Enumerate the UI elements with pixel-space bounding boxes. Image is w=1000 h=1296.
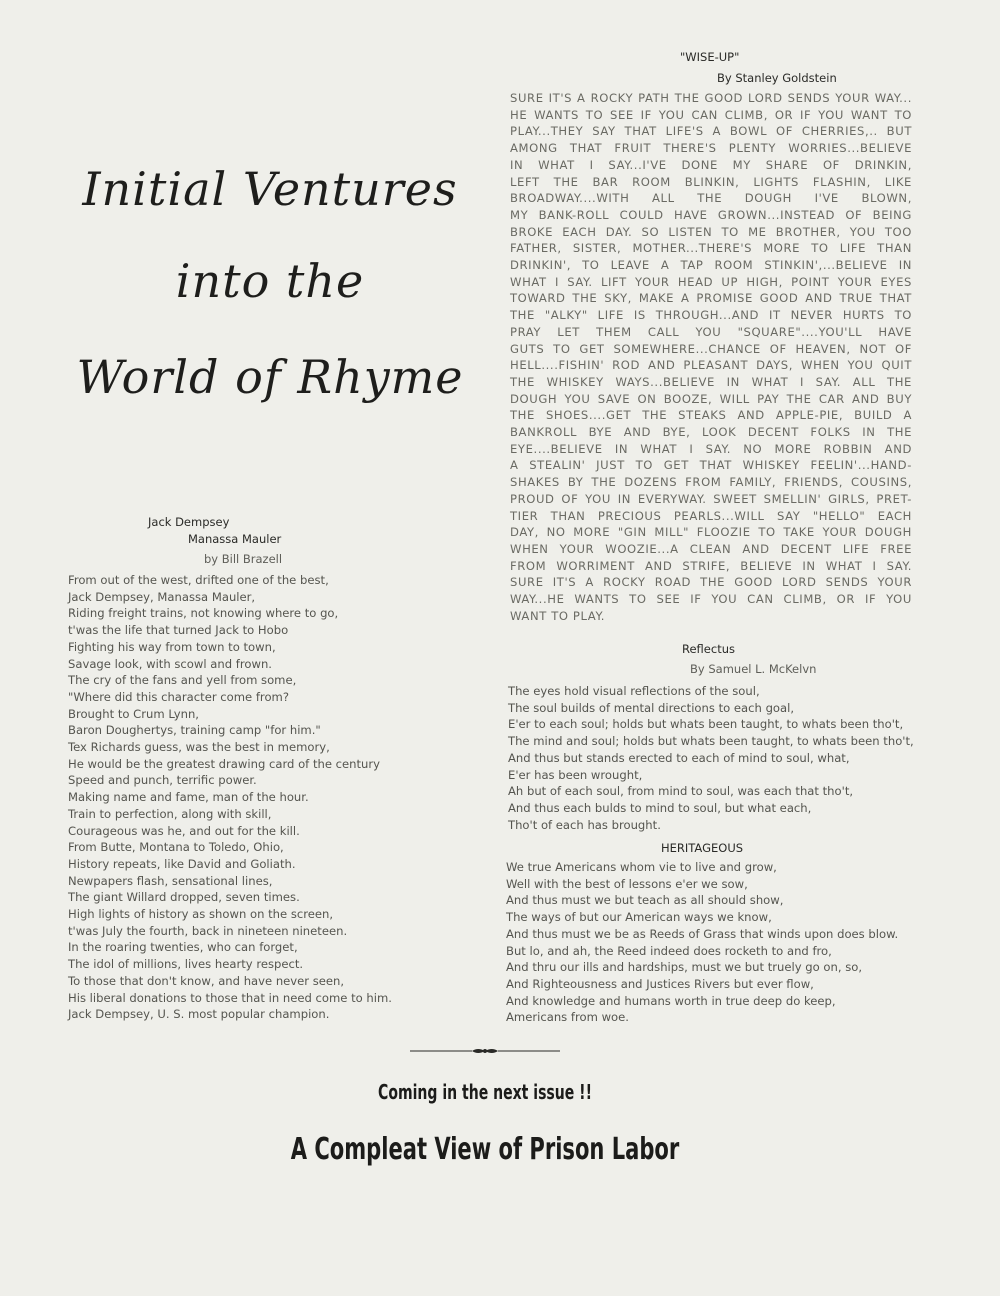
- poem-line: The giant Willard dropped, seven times.: [68, 890, 300, 905]
- poem-line: BANKROLL BYE AND BYE, LOOK DECENT FOLKS IN THE: [510, 425, 912, 440]
- poem-line: Tex Richards guess, was the best in memory,: [68, 740, 330, 755]
- poem-line: The mind and soul; holds but whats been taught, to whats been tho't,: [508, 734, 914, 749]
- dempsey-byline: by Bill Brazell: [204, 552, 283, 566]
- poem-line: High lights of history as shown on the screen,: [68, 907, 334, 922]
- dempsey-title-2: Manassa Mauler: [188, 532, 282, 546]
- poem-line: Fighting his way from town to town,: [68, 639, 276, 654]
- poem-line: SHAKES BY THE DOZENS FROM FAMILY, FRIENDS, COUSINS,: [510, 475, 912, 490]
- poem-line: BROADWAY....WITH ALL THE DOUGH I'VE BLOWN,: [510, 191, 912, 206]
- poem-line: From out of the west, drifted one of the best,: [68, 573, 329, 587]
- poem-line: GUTS TO GET SOMEWHERE...CHANCE OF HEAVEN, NOT OF: [510, 341, 912, 356]
- poem-line: And thus but stands erected to each of mind to soul, what,: [508, 750, 850, 765]
- dempsey-poem-body: [68, 572, 488, 1023]
- poem-line: Jack Dempsey, U. S. most popular champion.: [68, 1007, 330, 1022]
- poem-line: History repeats, like David and Goliath.: [68, 856, 296, 871]
- wiseup-byline: By Stanley Goldstein: [717, 71, 837, 85]
- poem-line: PRAY LET THEM CALL YOU "SQUARE"....YOU'LL HAVE: [510, 324, 912, 339]
- reflectus-byline: By Samuel L. McKelvn: [690, 662, 817, 676]
- announcement-line-2: A Compleat View of Prison Labor: [290, 1132, 680, 1167]
- poem-line: DAY, NO MORE "GIN MILL" FLOOZIE TO TAKE YOUR DOUGH: [510, 525, 912, 540]
- reflectus-poem-body: [508, 683, 914, 833]
- poem-line: And Righteousness and Justices Rivers but ever flow,: [506, 976, 814, 991]
- poem-line: t'was July the fourth, back in nineteen nineteen.: [68, 923, 348, 938]
- poem-line: E'er to each soul; holds but whats been taught, to whats been tho't,: [508, 717, 904, 732]
- poem-line: He would be the greatest drawing card of the century: [68, 756, 381, 771]
- poem-line: WANT TO PLAY.: [510, 608, 606, 623]
- poem-line: And thus must we be as Reeds of Grass that winds upon does blow.: [506, 926, 899, 941]
- poem-line: t'was the life that turned Jack to Hobo: [68, 623, 289, 638]
- poem-line: Savage look, with scowl and frown.: [68, 656, 272, 671]
- poem-line: PLAY...THEY SAY THAT LIFE'S A BOWL OF CHERRIES,.. BUT: [510, 124, 912, 139]
- poem-line: His liberal donations to those that in need come to him.: [68, 990, 392, 1005]
- poem-line: The soul builds of mental directions to each goal,: [508, 700, 795, 715]
- poem-line: THE WHISKEY WAYS...BELIEVE IN WHAT I SAY. ALL THE: [510, 374, 912, 389]
- poem-line: Newpapers flash, sensational lines,: [68, 873, 273, 888]
- poem-line: Ah but of each soul, from mind to soul, was each that tho't,: [508, 784, 854, 799]
- poem-line: LEFT THE BAR ROOM BLINKIN, LIGHTS FLASHIN, LIKE: [510, 174, 912, 189]
- poem-line: And knowledge and humans worth in true deep do keep,: [506, 993, 836, 1008]
- poem-line: E'er has been wrought,: [508, 767, 643, 782]
- poem-line: Americans from woe.: [506, 1010, 629, 1025]
- title-line-2: into the: [175, 254, 365, 308]
- poem-line: FATHER, SISTER, MOTHER...THERE'S MORE TO LIFE THAN: [510, 241, 912, 256]
- poem-line: THE "ALKY" LIFE IS THROUGH...AND IT NEVER HURTS TO: [510, 308, 912, 323]
- poem-line: Jack Dempsey, Manassa Mauler,: [68, 589, 256, 604]
- dempsey-title-1: Jack Dempsey: [148, 515, 230, 529]
- poem-line: DRINKIN', TO LEAVE A TAP ROOM STINKIN',...BELIEVE IN: [510, 258, 912, 273]
- poem-line: TIER THAN PRECIOUS PEARLS...WILL SAY "HELLO" EACH: [510, 508, 912, 523]
- poem-line: And thru our ills and hardships, must we but truely go on, so,: [506, 960, 863, 975]
- poem-line: The idol of millions, lives hearty respect.: [68, 957, 304, 972]
- poem-line: PROUD OF YOU IN EVERYWAY. SWEET SMELLIN' GIRLS, PRET-: [510, 491, 912, 506]
- poem-line: MY BANK-ROLL COULD HAVE GROWN...INSTEAD OF BEING: [510, 207, 912, 222]
- poem-line: "Where did this character come from?: [68, 689, 289, 704]
- poem-line: EYE....BELIEVE IN WHAT I SAY. NO MORE ROBBIN AND: [510, 441, 912, 456]
- poem-line: WHEN YOUR WOOZIE...A CLEAN AND DECENT LIFE FREE: [510, 541, 912, 556]
- poem-line: SURE IT'S A ROCKY PATH THE GOOD LORD SENDS YOUR WAY...: [510, 91, 912, 105]
- poem-line: Tho't of each has brought.: [508, 817, 661, 832]
- announcement-line-1: Coming in the next issue !!: [378, 1080, 592, 1104]
- poem-line: BROKE EACH DAY. SO LISTEN TO ME BROTHER, YOU TOO: [510, 224, 912, 239]
- title-line-1: Initial Ventures: [82, 162, 458, 216]
- poem-line: WAY...HE WANTS TO SEE IF YOU CAN CLIMB, OR IF YOU: [510, 592, 912, 607]
- poem-line: Making name and fame, man of the hour.: [68, 790, 309, 805]
- poem-line: To those that don't know, and have never seen,: [68, 973, 345, 988]
- poem-line: SURE IT'S A ROCKY ROAD THE GOOD LORD SENDS YOUR: [510, 575, 912, 590]
- poem-line: Well with the best of lessons e'er we sow,: [506, 876, 748, 891]
- poem-line: Riding freight trains, not knowing where to go,: [68, 606, 339, 621]
- poem-line: The cry of the fans and yell from some,: [68, 673, 297, 688]
- reflectus-title: Reflectus: [682, 642, 735, 656]
- poem-line: Brought to Crum Lynn,: [68, 706, 199, 721]
- poem-line: AMONG THAT FRUIT THERE'S PLENTY WORRIES...BELIEVE: [510, 141, 912, 156]
- poem-line: Speed and punch, terrific power.: [68, 773, 257, 788]
- poem-line: A STEALIN' JUST TO GET THAT WHISKEY FEELIN'...HAND-: [510, 458, 912, 473]
- poem-line: HE WANTS TO SEE IF YOU CAN CLIMB, OR IF YOU WANT TO: [510, 107, 912, 122]
- title-line-3: World of Rhyme: [76, 350, 464, 404]
- poem-line: From Butte, Montana to Toledo, Ohio,: [68, 840, 284, 855]
- poem-line: IN WHAT I SAY...I'VE DONE MY SHARE OF DRINKIN,: [510, 157, 912, 172]
- poem-line: HELL....FISHIN' ROD AND PLEASANT DAYS, WHEN YOU QUIT: [510, 358, 912, 373]
- poem-line: FROM WORRIMENT AND STRIFE, BELIEVE IN WHAT I SAY.: [510, 558, 912, 573]
- poem-line: THE SHOES....GET THE STEAKS AND APPLE-PIE, BUILD A: [510, 408, 912, 423]
- poem-line: We true Americans whom vie to live and grow,: [506, 860, 777, 874]
- poem-line: DOUGH YOU SAVE ON BOOZE, WILL PAY THE CAR AND BUY: [510, 391, 912, 406]
- poem-line: Train to perfection, along with skill,: [68, 806, 272, 821]
- wiseup-title: "WISE-UP": [680, 50, 740, 64]
- poem-line: And thus must we but teach as all should show,: [506, 893, 784, 908]
- wiseup-poem-body: [510, 90, 912, 625]
- poem-line: The ways of but our American ways we know,: [506, 910, 772, 925]
- poem-line: The eyes hold visual reflections of the soul,: [508, 684, 760, 698]
- poem-line: WHAT I SAY. LIFT YOUR HEAD UP HIGH, POINT YOUR EYES: [510, 274, 912, 289]
- heritageous-title: HERITAGEOUS: [661, 841, 744, 855]
- poem-line: Courageous was he, and out for the kill.: [68, 823, 300, 838]
- poem-line: Baron Doughertys, training camp "for him.": [68, 723, 321, 738]
- poem-line: But lo, and ah, the Reed indeed does rocketh to and fro,: [506, 943, 832, 958]
- ornament-divider: [410, 1045, 560, 1057]
- poem-line: In the roaring twenties, who can forget,: [68, 940, 298, 955]
- poem-line: TOWARD THE SKY, MAKE A PROMISE GOOD AND TRUE THAT: [510, 291, 912, 306]
- heritageous-poem-body: [506, 859, 906, 1026]
- poem-line: And thus each bulds to mind to soul, but what each,: [508, 800, 812, 815]
